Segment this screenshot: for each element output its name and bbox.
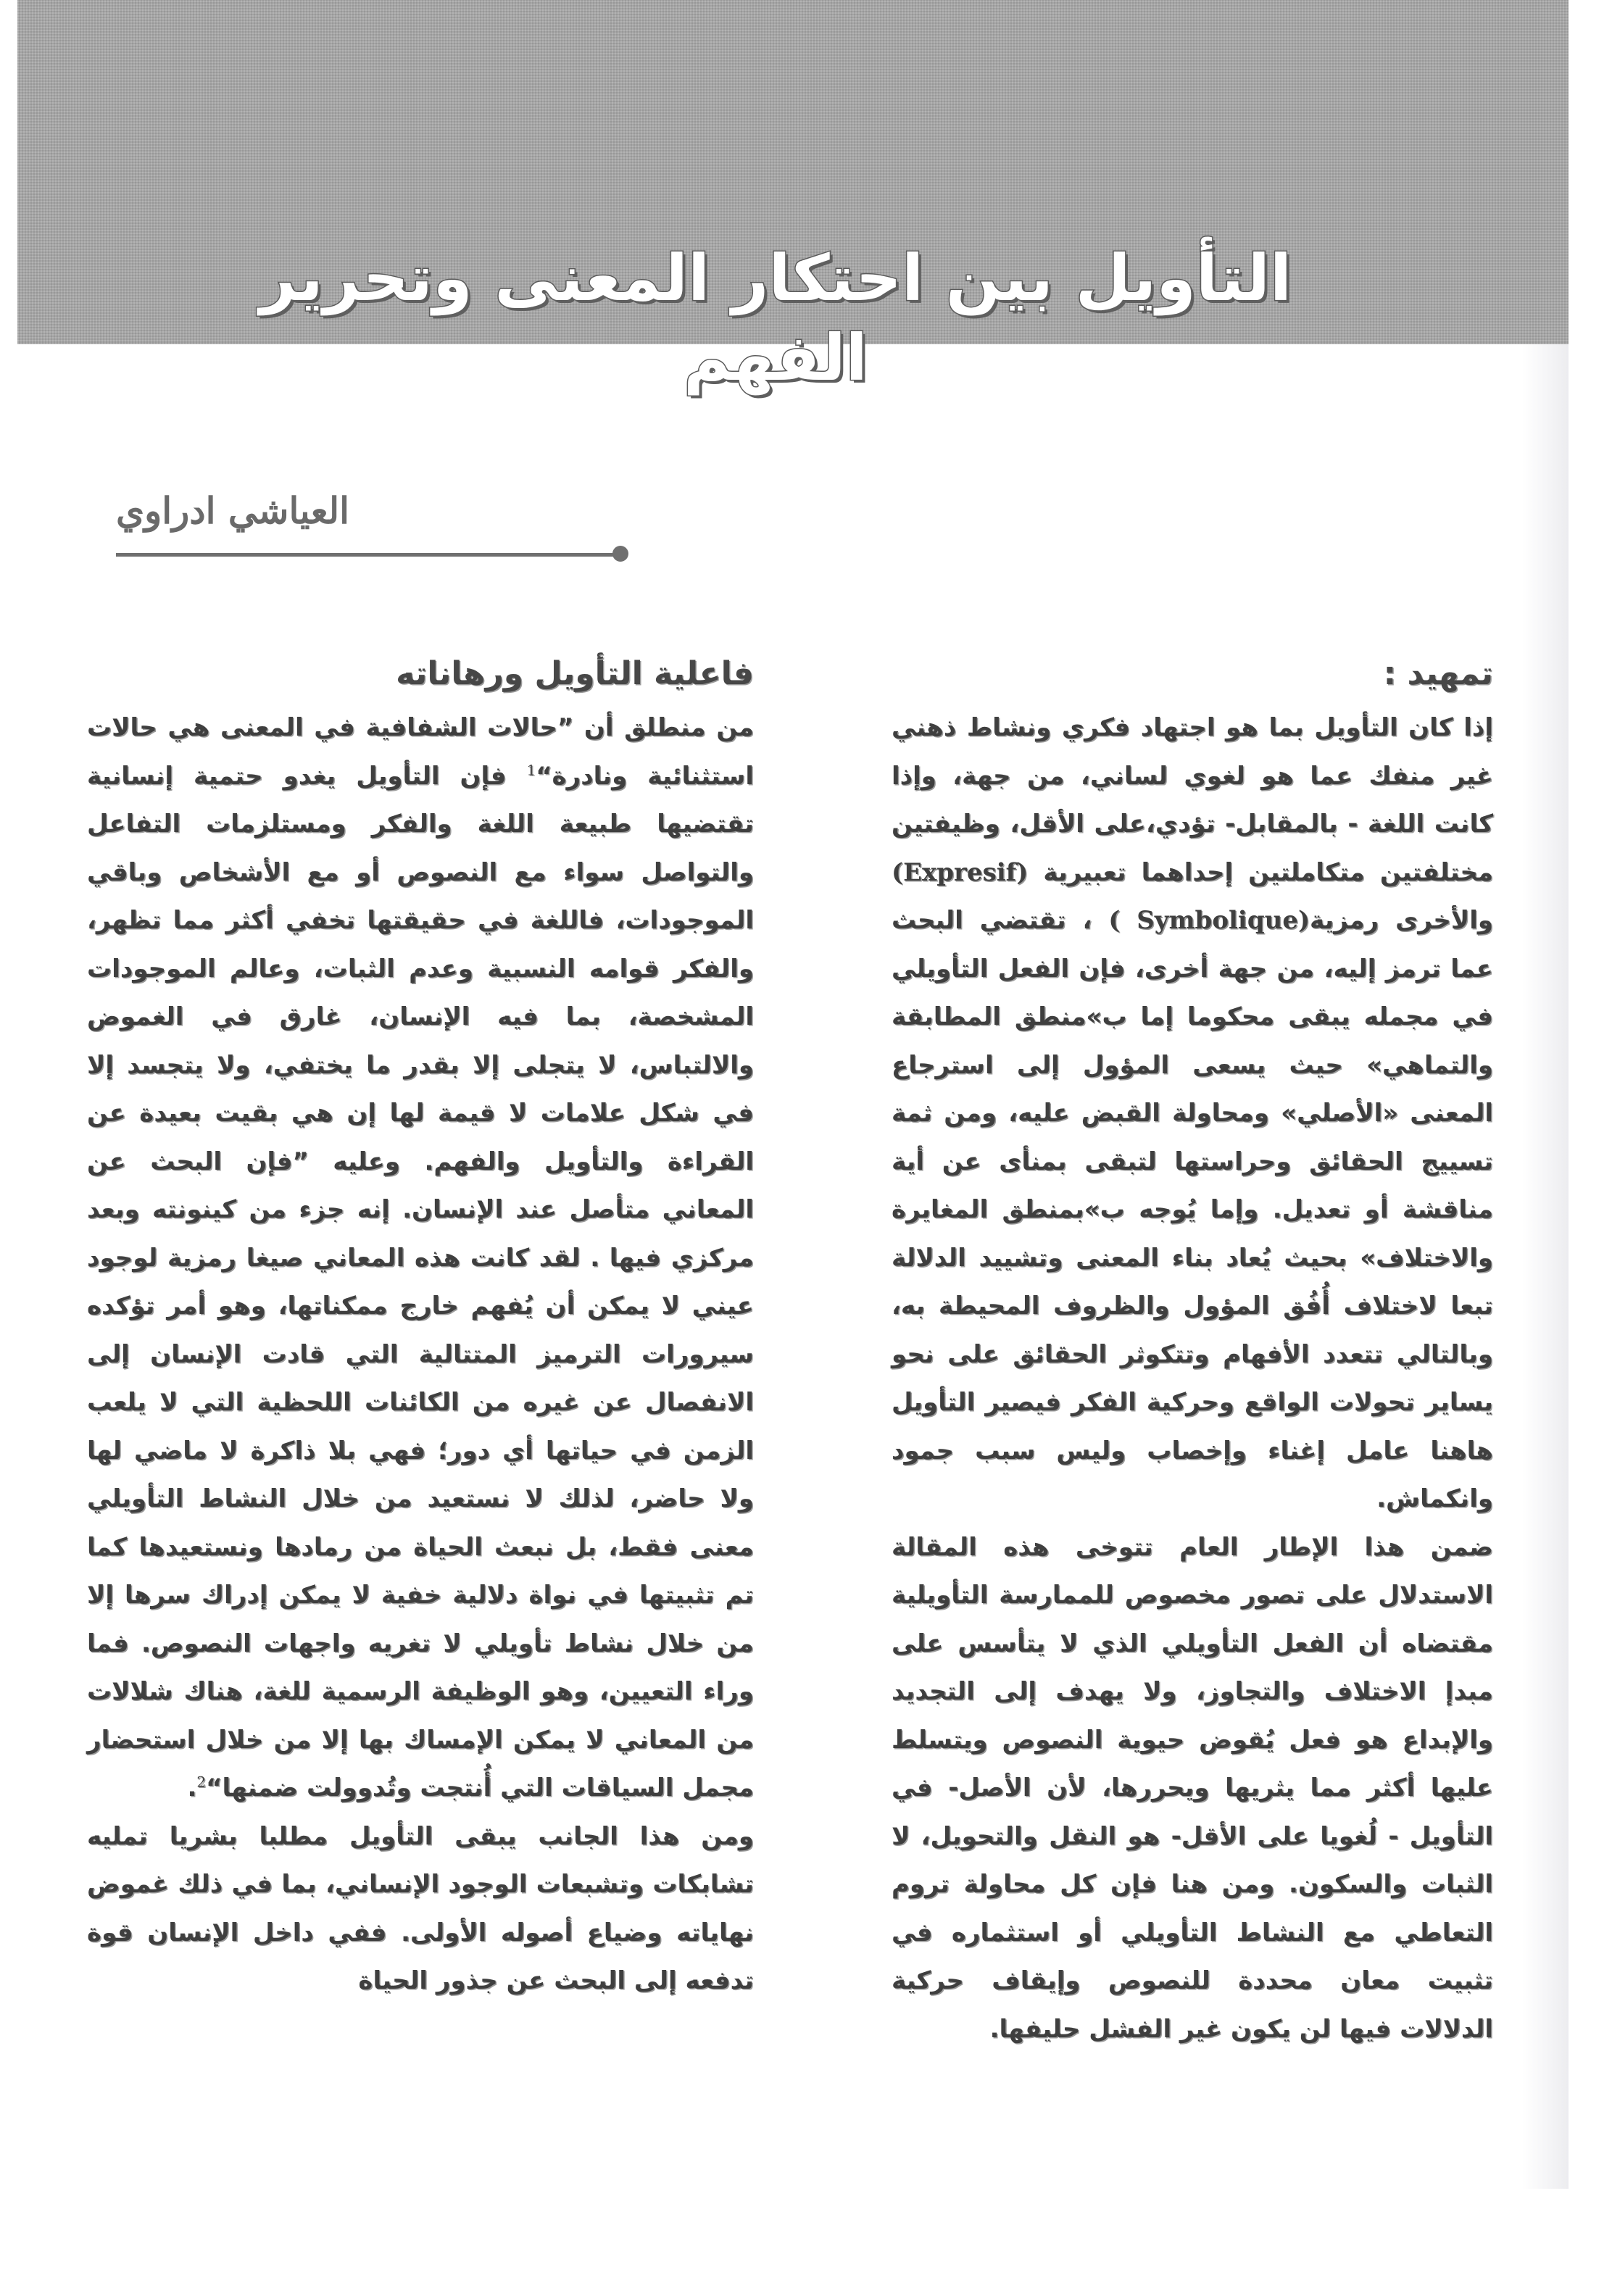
footnote-marker-2[interactable]: 2 bbox=[196, 1773, 207, 1791]
text-segment: فإن التأويل يغدو حتمية إنسانية تقتضيها طبيعة اللغة والفكر ومستلزمات التفاعل والتواصل سواء مع النصوص أو مع الأشخاص وباقي الموجودات، فاللغة في حقيقتها تخفي أكثر مما تظهر، والفكر قوامه النسبية وعدم الثبات، وعالم الموجودات المشخصة، بما فيه الإنسان، غارق في الغموض والالتباس، لا يتجلى إلا بقدر ما يختفي، ولا يتجسد إلا في شكل علامات لا قيمة لها إن هي بقيت بعيدة عن القراءة والتأويل والفهم. وعليه ”فإن البحث عن المعاني متأصل عند الإنسان. إنه جزء من كينونته وبعد مركزي فيها . لقد كانت هذه المعاني صيغا رمزية لوجود عيني لا يمكن أن يُفهم خارج ممكناتها، وهو أمر تؤكده سيرورات الترميز المتتالية التي قادت الإنسان إلى الانفصال عن غيره من الكائنات اللحظية التي لا يلعب الزمن في حياتها أي دور؛ فهي بلا ذاكرة لا ماضي لها ولا حاضر، لذلك لا نستعيد من خلال النشاط التأويلي معنى فقط، بل نبعث الحياة من رمادها ونستعيدها كما تم تثبيتها في نواة دلالية خفية لا يمكن إدراك سرها إلا من خلال نشاط تأويلي لا تغريه واجهات النصوص. فما وراء التعيين، وهو الوظيفة الرسمية للغة، هناك شلالات من المعاني لا يمكن الإمساك بها إلا من خلال استحضار مجمل السياقات التي أُنتجت وتُدوولت ضمنها“ bbox=[87, 761, 754, 1802]
text-segment: . bbox=[187, 1773, 197, 1802]
text-segment: ، تقتضي البحث عما ترمز إليه، من جهة أخرى، فإن الفعل التأويلي في مجمله يبقى محكوما إما ب»منطق المطابقة والتماهي» حيث يسعى المؤول إلى استرجاع المعنى «الأصلي» ومحاولة القبض عليه، ومن ثمة تسييج الحقائق وحراستها لتبقى بمنأى عن أية مناقشة أو تعديل. وإما يُوجه ب»بمنطق المغايرة والاختلاف» بحيث يُعاد بناء المعنى وتشييد الدلالة تبعا لاختلاف أُفُق المؤول والظروف المحيطة به، وبالتالي تتعدد الأفهام وتتكوثر الحقائق على نحو يساير تحولات الواقع وحركية الفكر فيصير التأويل هاهنا عامل إغناء وإخصاب وليس سبب جمود وانكماش. bbox=[892, 906, 1493, 1513]
author-divider bbox=[116, 553, 616, 557]
latin-term-expresif: (Expresif) bbox=[892, 857, 1029, 887]
paragraph bbox=[892, 1523, 1493, 2054]
left-column bbox=[87, 649, 754, 2005]
paragraph bbox=[87, 704, 754, 1813]
text-segment: ضمن هذا الإطار العام تتوخى هذه المقالة الاستدلال على تصور مخصوص للممارسة التأويلية مقتضاه أن الفعل التأويلي الذي لا يتأسس على مبدإ الاختلاف والتجاوز، ولا يهدف إلى التجديد والإبداع هو فعل يُقوض حيوية النصوص ويتسلط عليها أكثر مما يثريها ويحررها، لأن الأصل- في التأويل - لُغويا على الأقل- هو النقل والتحويل، لا الثبات والسكون. ومن هنا فإن كل محاولة تروم التعاطي مع النشاط التأويلي أو استثماره في تثبيت معان محددة للنصوص وإيقاف حركية الدلالات فيها لن يكون غير الفشل حليفها. bbox=[892, 1532, 1493, 2044]
text-segment: إذا كان التأويل بما هو اجتهاد فكري ونشاط ذهني غير منفك عما هو لغوي لساني، من جهة، وإذا كانت اللغة - بالمقابل- تؤدي،على الأقل، وظيفتين مختلفتين متكاملتين إحداهما تعبيرية bbox=[892, 713, 1493, 887]
section-heading-intro: تمهيد : bbox=[1383, 655, 1493, 692]
text-segment: والأخرى رمزية bbox=[1310, 906, 1493, 935]
right-column bbox=[892, 649, 1493, 2053]
page-edge-strip bbox=[1522, 344, 1569, 2189]
text-segment: ومن هذا الجانب يبقى التأويل مطلبا بشريا تمليه تشابكات وتشبعات الوجود الإنساني، بما في ذلك غموض نهاياته وضياع أصوله الأولى. ففي داخل الإنسان قوة تدفعه إلى البحث عن جذور الحياة bbox=[87, 1821, 754, 1995]
text-segment: من منطلق أن ”حالات الشفافية في المعنى هي حالات استثنائية ونادرة“ bbox=[87, 713, 754, 791]
footnote-marker-1[interactable]: 1 bbox=[526, 761, 536, 779]
article-title: التأويل بين احتكار المعنى وتحرير الفهم bbox=[259, 240, 1292, 395]
latin-term-symbolique: ( Symbolique) bbox=[1108, 906, 1310, 935]
paragraph bbox=[892, 704, 1493, 1523]
section-heading-efficacy: فاعلية التأويل ورهاناته bbox=[396, 655, 754, 692]
author-divider-dot-icon bbox=[612, 546, 628, 562]
paragraph bbox=[87, 1813, 754, 2005]
author-name: العياشي ادراوي bbox=[116, 489, 350, 532]
